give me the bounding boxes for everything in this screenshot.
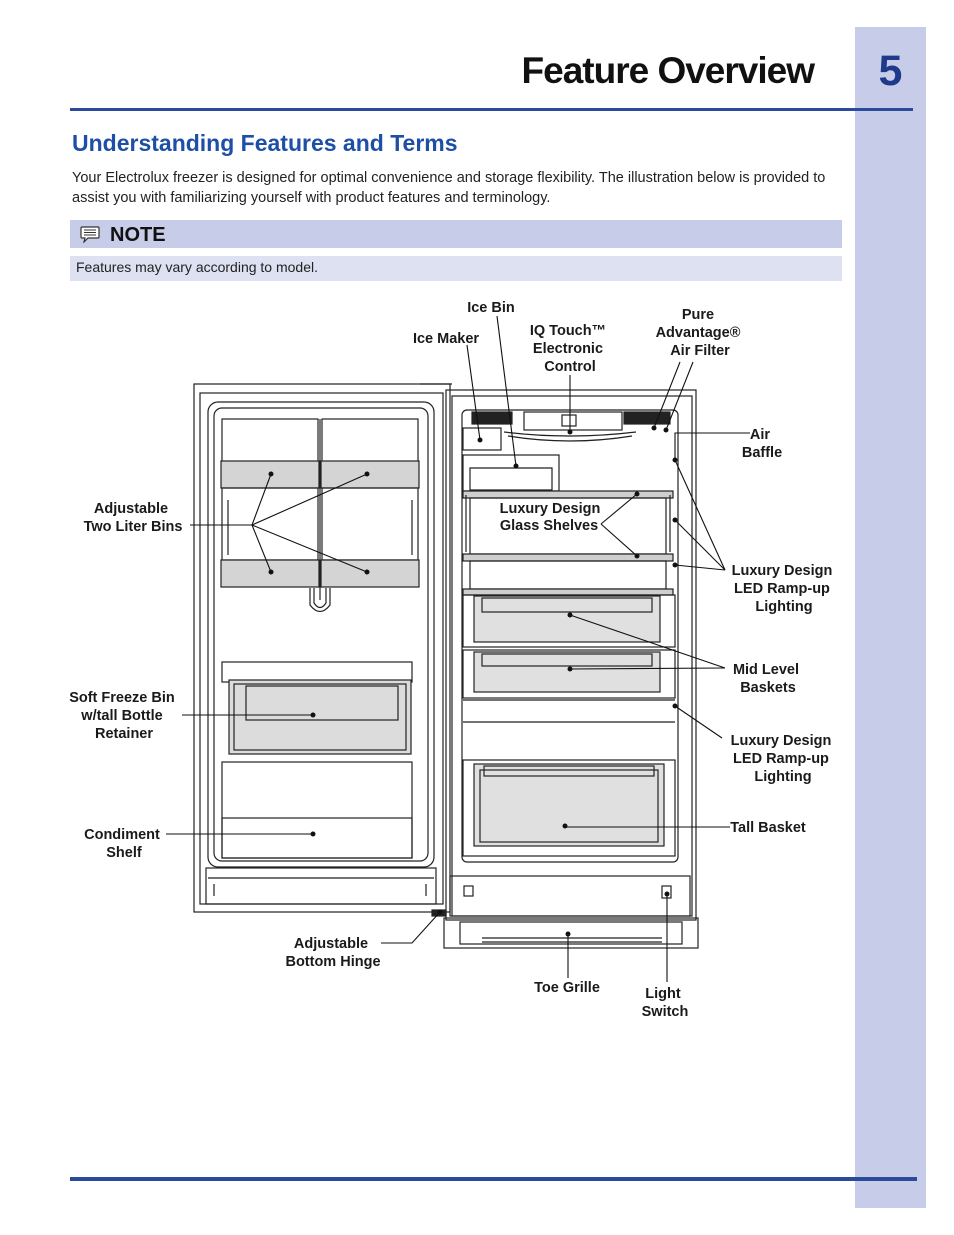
page-title: Feature Overview (521, 50, 814, 91)
footer-rule (70, 1177, 917, 1181)
note-title: NOTE (110, 224, 166, 246)
label-glass-shelves: Luxury Design Glass Shelves (499, 501, 601, 534)
label-toe-grille: Toe Grille (534, 980, 600, 996)
label-led-lower: Luxury Design LED Ramp-up Lighting (730, 733, 832, 785)
label-soft-freeze: Soft Freeze Bin w/tall Bottle Retainer (69, 690, 175, 742)
label-led-upper: Luxury Design LED Ramp-up Lighting (731, 563, 833, 615)
label-tall-basket: Tall Basket (730, 820, 806, 836)
label-ice-maker: Ice Maker (412, 331, 480, 347)
label-air-filter: Pure Advantage® Air Filter (655, 307, 741, 359)
label-two-liter-bins: Adjustable Two Liter Bins (83, 501, 183, 535)
section-title: Understanding Features and Terms (72, 130, 458, 156)
label-hinge: Adjustable Bottom Hinge (285, 936, 381, 970)
label-mid-baskets: Mid Level Baskets (732, 662, 800, 696)
intro-paragraph: Your Electrolux freezer is designed for optimal convenience and storage flexibility. The illustration below is provided to assist you with familiarizing yourself with product features and terminology. (72, 170, 826, 206)
label-light-switch: Light Switch (641, 986, 689, 1020)
label-condiment-shelf: Condiment Shelf (84, 827, 160, 861)
label-iq-touch: IQ Touch™ Electronic Control (529, 323, 607, 375)
note-text: Features may vary according to model. (76, 259, 318, 275)
label-ice-bin: Ice Bin (467, 300, 515, 316)
label-air-baffle: Air Baffle (741, 427, 783, 461)
page-number: 5 (878, 47, 903, 95)
